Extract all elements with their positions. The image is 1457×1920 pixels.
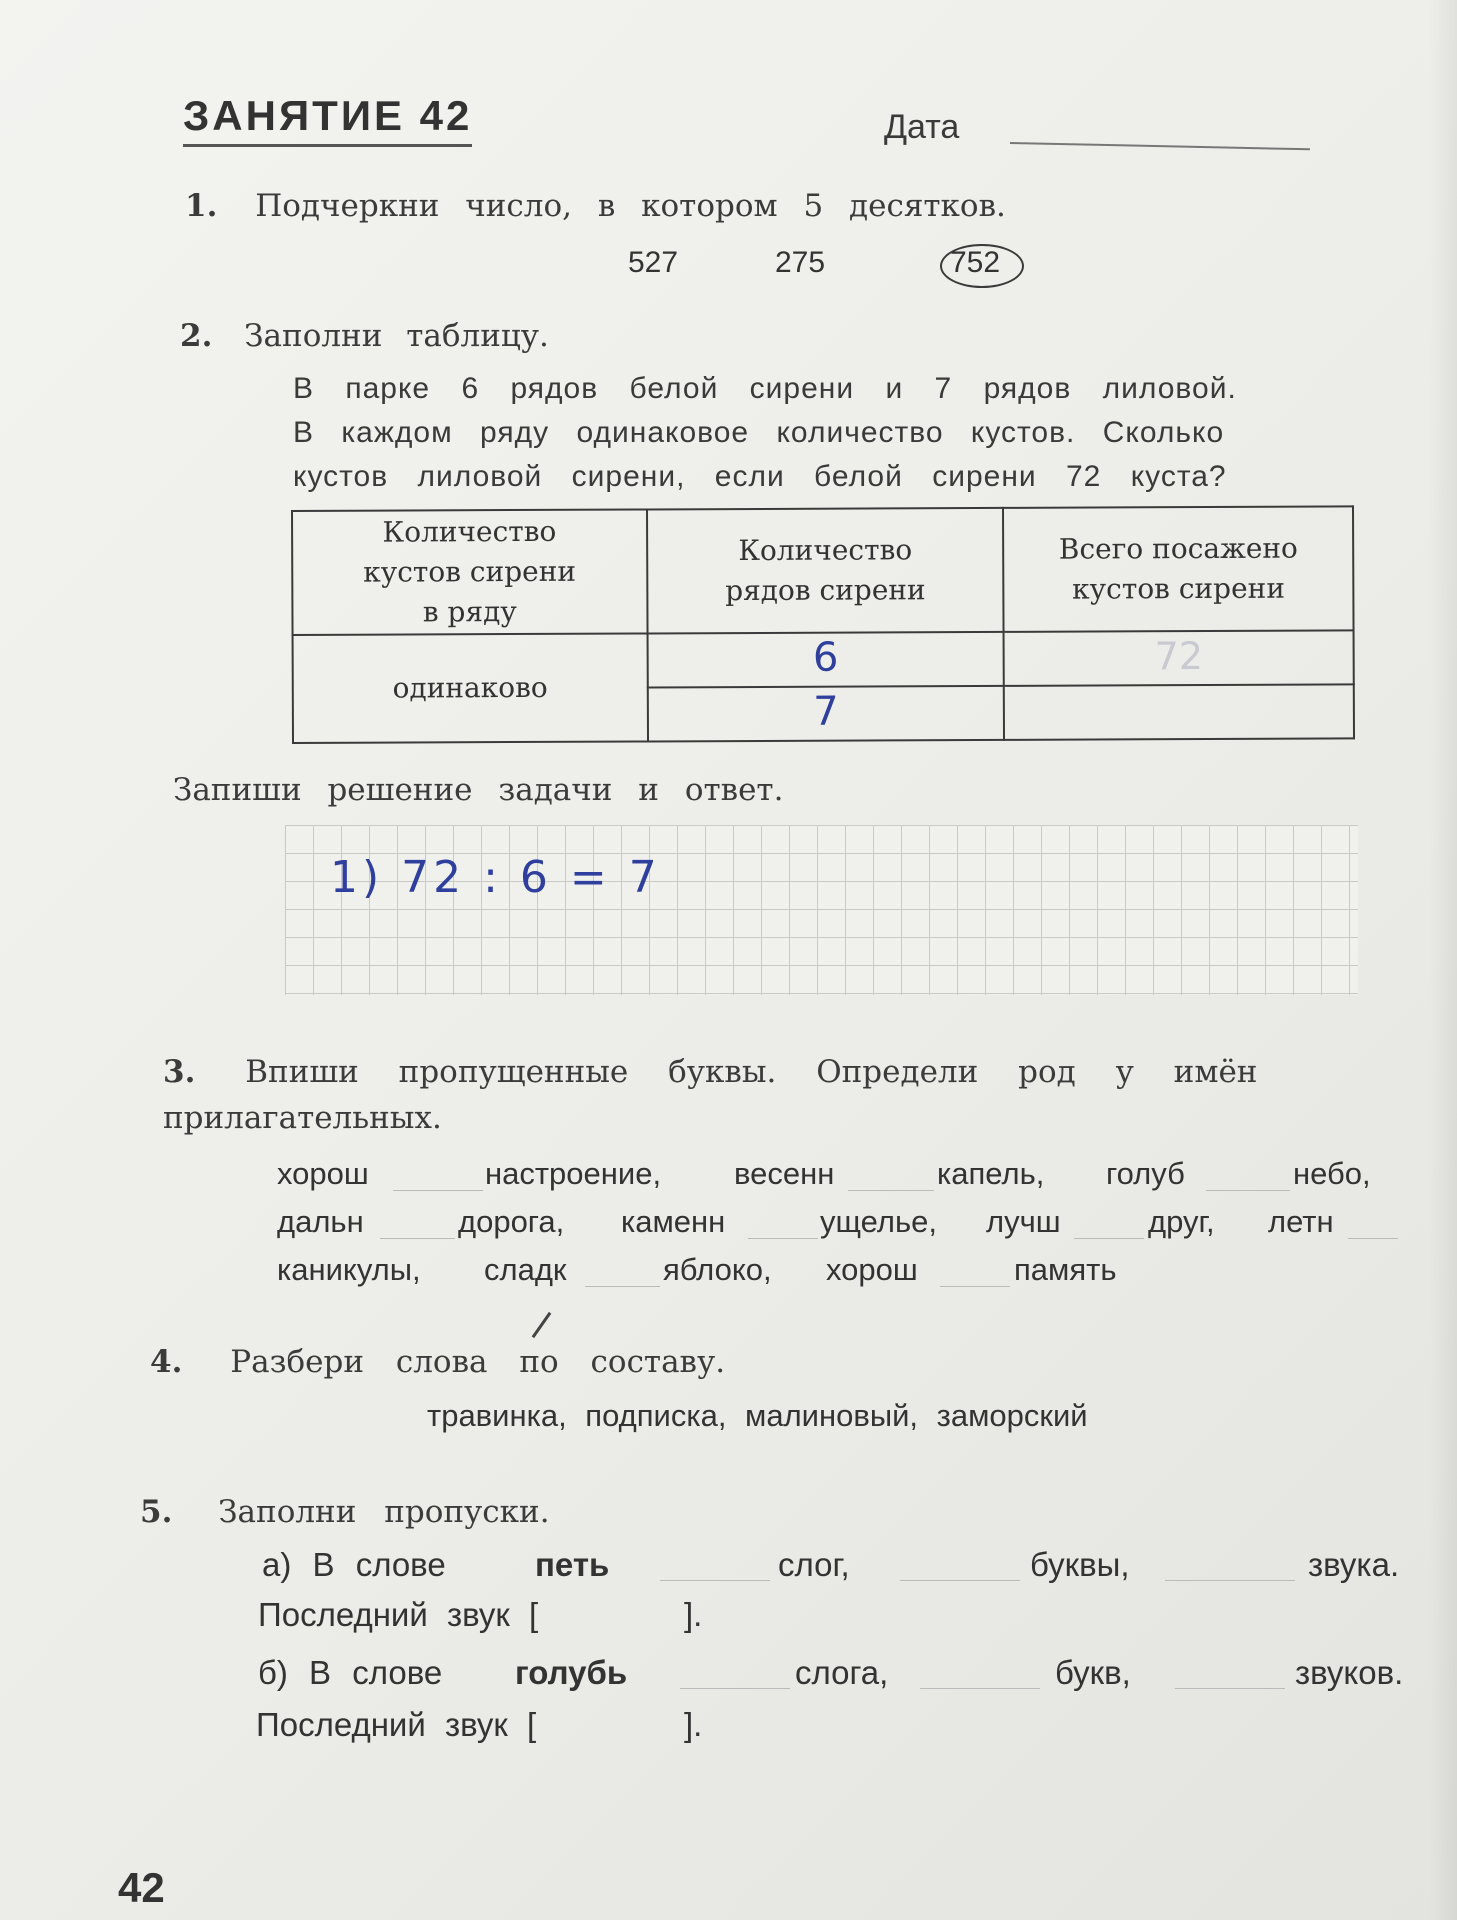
word-item: небо, (1293, 1156, 1371, 1191)
word-item: каникулы, (277, 1252, 421, 1287)
solution-prompt: Запиши решение задачи и ответ. (173, 772, 784, 808)
table-cell-same: одинаково (293, 633, 648, 743)
pencil-stroke (532, 1312, 552, 1338)
part-b-syllable: слога, (795, 1654, 889, 1691)
task4-number: 4. (150, 1344, 183, 1380)
date-field-line[interactable] (1010, 142, 1310, 150)
word-item: дальн (277, 1204, 364, 1239)
header3-line2: кустов сирени (1072, 571, 1286, 606)
task1-number: 1. (185, 188, 218, 224)
lesson-title: ЗАНЯТИЕ 42 (183, 92, 472, 147)
word-item: капель, (937, 1156, 1045, 1191)
task2-text: Заполни таблицу. (244, 318, 549, 354)
problem-line-2: В каждом ряду одинаковое количество кустов. Сколько (293, 416, 1225, 449)
word-item: каменн (621, 1204, 726, 1239)
part-a-close: ]. (684, 1596, 703, 1633)
part-b-letters: букв, (1055, 1654, 1131, 1691)
task3-heading (163, 1054, 1257, 1090)
part-b-prefix: б) В слове (258, 1654, 443, 1691)
page-number: 42 (118, 1864, 165, 1911)
header1-line2: кустов сирени (363, 554, 577, 589)
letter-count-blank[interactable] (920, 1688, 1040, 1689)
table-header-rows (647, 508, 1004, 634)
part-b-sounds: звуков. (1295, 1654, 1404, 1691)
task3-number: 3. (163, 1054, 196, 1090)
table-cell-rows-white[interactable] (647, 632, 1004, 688)
letter-blank[interactable] (380, 1238, 455, 1239)
syllable-count-blank[interactable] (680, 1688, 790, 1689)
number-option-2[interactable]: 275 (775, 246, 826, 279)
letter-blank[interactable] (585, 1286, 660, 1287)
part-a-letters: буквы, (1030, 1546, 1130, 1583)
problem-line-1: В парке 6 рядов белой сирени и 7 рядов лиловой. (293, 372, 1237, 405)
table-header-total (1003, 506, 1353, 632)
handwritten-circle-mark (940, 244, 1024, 288)
task1-text: Подчеркни число, в котором 5 десятков. (255, 188, 1006, 224)
task4-text: Разбери слова по составу. (230, 1344, 726, 1380)
letter-blank[interactable] (1348, 1238, 1398, 1239)
header1-line3: в ряду (422, 595, 517, 629)
word-item: настроение, (485, 1156, 662, 1191)
word-item: память (1014, 1252, 1117, 1287)
squared-answer-area[interactable] (285, 825, 1358, 995)
header3-line1: Всего посажено (1058, 531, 1298, 566)
date-label: Дата (884, 108, 960, 146)
word-item: хорош (826, 1252, 918, 1287)
part-a-syllable: слог, (778, 1546, 850, 1583)
letter-blank[interactable] (748, 1238, 818, 1239)
word-item: лучш (986, 1204, 1061, 1239)
problem-line-3: кустов лиловой сирени, если белой сирени 72 куста? (293, 460, 1227, 493)
word-item: яблоко, (663, 1252, 772, 1287)
table-cell-total-lilac[interactable] (1004, 684, 1354, 740)
letter-blank[interactable] (848, 1190, 934, 1191)
task4-words: травинка, подписка, малиновый, заморский (427, 1398, 1088, 1433)
table-header-bushes-per-row (292, 509, 647, 635)
letter-blank[interactable] (1206, 1190, 1290, 1191)
word-item: ущелье, (820, 1204, 937, 1239)
word-item: летн (1268, 1204, 1334, 1239)
word-item: хорош (277, 1156, 369, 1191)
letter-blank[interactable] (1074, 1238, 1144, 1239)
word-item: дорога, (458, 1204, 565, 1239)
task2-number: 2. (180, 318, 213, 354)
letter-blank[interactable] (940, 1286, 1010, 1287)
table-cell-total-white[interactable] (1004, 630, 1354, 686)
handwritten-six: 6 (812, 634, 839, 681)
table-cell-rows-lilac[interactable] (647, 686, 1004, 742)
part-a-word: петь (535, 1546, 610, 1583)
task3-text-line2: прилагательных. (163, 1100, 442, 1136)
letter-blank[interactable] (393, 1190, 483, 1191)
word-item: весенн (734, 1156, 835, 1191)
part-a-sounds: звука. (1308, 1546, 1400, 1583)
part-b-close: ]. (684, 1706, 703, 1743)
part-a-last-sound: Последний звук [ (258, 1596, 539, 1633)
syllable-count-blank[interactable] (660, 1580, 770, 1581)
task1-heading (185, 188, 1006, 224)
word-item: друг, (1148, 1204, 1215, 1239)
task5-heading (140, 1494, 550, 1530)
handwritten-erased-72: 72 (1154, 634, 1204, 679)
handwritten-seven: 7 (813, 688, 839, 735)
task3-text-line1: Впиши пропущенные буквы. Определи род у имён (245, 1054, 1258, 1090)
letter-count-blank[interactable] (900, 1580, 1020, 1581)
part-b-last-sound: Последний звук [ (256, 1706, 537, 1743)
header2-line1: Количество (738, 533, 913, 568)
task5-text: Заполни пропуски. (218, 1494, 550, 1530)
word-item: голуб (1106, 1156, 1185, 1191)
part-a-prefix: а) В слове (262, 1546, 446, 1583)
number-option-3[interactable]: 752 (950, 246, 1001, 279)
problem-table (291, 505, 1355, 744)
header1-line1: Количество (382, 514, 557, 549)
number-option-1[interactable]: 527 (628, 246, 679, 279)
task2-heading (180, 318, 549, 354)
sound-count-blank[interactable] (1175, 1688, 1285, 1689)
page-edge-shadow (1429, 0, 1457, 1920)
header2-line2: рядов сирени (725, 573, 926, 608)
part-b-word: голубь (515, 1654, 628, 1691)
handwritten-solution: 1) 72 : 6 = 7 (330, 852, 661, 903)
sound-count-blank[interactable] (1165, 1580, 1295, 1581)
task4-heading (150, 1344, 725, 1380)
word-item: сладк (484, 1252, 567, 1287)
task5-number: 5. (140, 1494, 173, 1530)
